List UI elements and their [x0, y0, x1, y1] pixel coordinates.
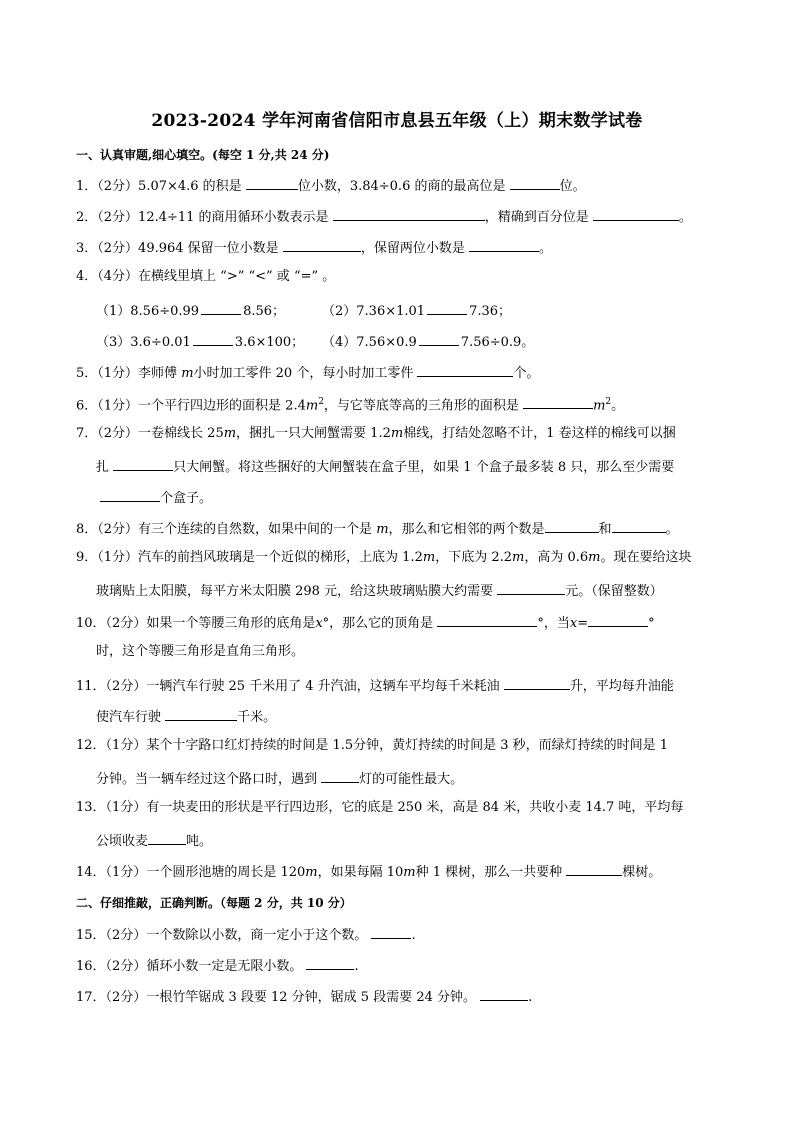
answer-blank[interactable] [545, 519, 599, 533]
question-text: 个。 [513, 366, 540, 381]
question-text: . [411, 928, 416, 943]
question-2 [76, 207, 692, 226]
exponent: 2 [605, 397, 612, 407]
answer-blank[interactable] [321, 769, 359, 783]
unit-m: m [593, 398, 606, 414]
question-11 [76, 676, 674, 695]
question-8 [76, 519, 679, 538]
question-text: 11．（2分）一辆汽车行驶 25 千米用了 4 升汽油，这辆车平均每千米耗油 [76, 679, 500, 694]
exam-title: 2023-2024 学年河南省信阳市息县五年级（上）期末数学试卷 [151, 111, 643, 131]
question-text: 4．（4分）在横线里填上 “>” “<” 或 “=” 。 [76, 269, 336, 284]
question-text: 。 [678, 210, 692, 225]
question-13-line-2 [96, 831, 212, 850]
question-text: ，保留两位小数是 [360, 241, 465, 256]
question-7-line-3 [100, 488, 212, 507]
question-9-line-2 [96, 581, 663, 600]
answer-blank[interactable] [510, 176, 560, 190]
question-text: 灯的可能性最大。 [359, 772, 464, 787]
question-4-part-3 [96, 332, 304, 351]
answer-blank[interactable] [566, 862, 622, 876]
question-text: 7.36； [469, 304, 512, 319]
question-12 [76, 738, 668, 754]
question-text: 6．（1分）一个平行四边形的面积是 2.4 [76, 398, 306, 414]
variable-m: m [181, 366, 194, 381]
question-text: 17．（2分）一根竹竿锯成 3 段要 12 分钟，锯成 5 段需要 24 分钟。 [76, 990, 476, 1005]
question-text: 3．（2分）49.964 保留一位小数是 [76, 241, 279, 256]
section-heading-fill: 一、认真审题,细心填空。(每空 1 分,共 24 分) [76, 148, 330, 162]
unit-m: m [390, 426, 404, 441]
answer-blank[interactable] [371, 925, 411, 939]
question-text: ° [648, 616, 655, 631]
question-11-line-2 [96, 707, 276, 726]
question-text: （1）8.56÷0.99 [96, 304, 200, 319]
question-text: 8.56； [243, 304, 286, 319]
unit-m: m [305, 398, 319, 414]
variable-m: m [376, 522, 389, 537]
answer-blank[interactable] [201, 301, 241, 315]
question-text: 。现在要给这块 [600, 550, 692, 565]
question-text: 。 [611, 398, 625, 414]
answer-blank[interactable] [113, 457, 173, 471]
question-text: °，当 [537, 616, 570, 631]
unit-m: m [588, 550, 601, 565]
question-text: 千米。 [237, 710, 277, 725]
question-4 [76, 269, 335, 285]
answer-blank[interactable] [497, 581, 565, 595]
question-text: 使汽车行驶 [96, 710, 162, 725]
answer-blank[interactable] [427, 301, 467, 315]
question-10-line-2 [96, 644, 304, 660]
question-text: ，与它等底等高的三角形的面积是 [323, 398, 519, 414]
question-4-part-4 [322, 332, 534, 351]
question-7 [76, 426, 676, 442]
answer-blank[interactable] [593, 207, 679, 221]
question-text: 扎 [96, 460, 110, 475]
question-text: 棵树。 [622, 865, 662, 880]
question-4-part-1 [96, 301, 285, 320]
answer-blank[interactable] [523, 395, 593, 409]
question-text: 时，这个等腰三角形是直角三角形。 [96, 644, 305, 659]
unit-m: m [223, 426, 237, 441]
question-text: ，如果每隔 10 [317, 865, 404, 880]
question-text: 7．（2分）一卷棉线长 25 [76, 426, 224, 441]
question-text: 12．（1分）某个十字路口红灯持续的时间是 1.5分钟，黄灯持续的时间是 3 秒，而绿灯持续的时间是 1 [76, 738, 669, 753]
answer-blank[interactable] [333, 207, 485, 221]
answer-blank[interactable] [306, 956, 354, 970]
question-text: 15．（2分）一个数除以小数，商一定小于这个数。 [76, 928, 368, 943]
question-12-line-2 [96, 769, 463, 788]
answer-blank[interactable] [246, 176, 298, 190]
answer-blank[interactable] [417, 363, 513, 377]
question-text: 吨。 [186, 834, 213, 849]
question-text: 10．（2分）如果一个等腰三角形的底角是 [76, 616, 316, 631]
answer-blank[interactable] [612, 519, 666, 533]
question-text: 元。（保留整数） [565, 584, 663, 599]
answer-blank[interactable] [193, 332, 233, 346]
question-text: 和 [598, 522, 612, 537]
answer-blank[interactable] [588, 613, 648, 627]
answer-blank[interactable] [480, 987, 528, 1001]
question-text: 个盒子。 [160, 491, 213, 506]
question-text: ，下底为 2.2 [435, 550, 512, 565]
question-3 [76, 238, 552, 257]
answer-blank[interactable] [469, 238, 539, 252]
question-text: 。 [538, 241, 552, 256]
question-text: 棉线，打结处忽略不计，1 卷这样的棉线可以捆 [403, 426, 676, 441]
question-text: . [528, 990, 533, 1005]
question-text: 分钟。当一辆车经过这个路口时，遇到 [96, 772, 318, 787]
answer-blank[interactable] [437, 613, 537, 627]
exponent: 2 [318, 397, 324, 407]
question-text: （4）7.56×0.9 [322, 335, 417, 350]
question-text: °，那么它的顶角是 [322, 616, 434, 631]
question-text: 公顷收麦 [96, 834, 149, 849]
question-7-line-2 [96, 457, 674, 476]
question-9 [76, 550, 691, 566]
answer-blank[interactable] [283, 238, 361, 252]
variable-x: x [569, 616, 578, 631]
answer-blank[interactable] [419, 332, 459, 346]
question-text: （3）3.6÷0.01 [96, 335, 191, 350]
question-text: . [354, 959, 359, 974]
question-text: 1．（2分）5.07×4.6 的积是 [76, 179, 242, 194]
question-text: ，捆扎一只大闸蟹需要 1.2 [236, 426, 391, 441]
question-text: = [577, 616, 589, 631]
question-6 [76, 394, 624, 414]
variable-x: x [315, 616, 323, 631]
question-16 [76, 956, 359, 975]
question-text: 13．（1分）有一块麦田的形状是平行四边形，它的底是 250 米，高是 84 米，共收小麦 14.7 吨，平均每 [76, 800, 684, 815]
question-text: ，高为 0.6 [524, 550, 589, 565]
question-text: 升，平均每升油能 [569, 679, 674, 694]
question-text: 位小数，3.84÷0.6 的商的最高位是 [297, 179, 506, 194]
question-text: 小时加工零件 20 个，每小时加工零件 [193, 366, 414, 381]
question-text: 16．（2分）循环小数一定是无限小数。 [76, 959, 303, 974]
answer-blank[interactable] [100, 488, 160, 502]
unit-m: m [512, 550, 525, 565]
unit-m: m [305, 865, 318, 880]
question-10 [76, 613, 655, 632]
question-text: 8．（2分）有三个连续的自然数，如果中间的一个是 [76, 522, 373, 537]
question-text: 位。 [559, 179, 586, 194]
question-text: 。 [665, 522, 679, 537]
question-text: 2．（2分）12.4÷11 的商用循环小数表示是 [76, 210, 329, 225]
question-text: 只大闸蟹。将这些捆好的大闸蟹装在盒子里，如果 1 个盒子最多装 8 只，那么至少需要 [173, 460, 675, 475]
question-4-part-2 [322, 301, 511, 320]
question-text: （2）7.36×1.01 [322, 304, 426, 319]
question-text: 5．（1分）李师傅 [76, 366, 178, 381]
question-14 [76, 862, 661, 881]
question-15 [76, 925, 416, 944]
answer-blank[interactable] [504, 676, 570, 690]
question-text: 9．（1分）汽车的前挡风玻璃是一个近似的梯形，上底为 1.2 [76, 550, 423, 565]
question-text: 种 1 棵树，那么一共要种 [415, 865, 563, 880]
answer-blank[interactable] [165, 707, 237, 721]
answer-blank[interactable] [148, 831, 186, 845]
question-5 [76, 363, 539, 382]
question-13 [76, 800, 683, 816]
question-text: 3.6×100； [234, 335, 305, 350]
unit-m: m [403, 865, 416, 880]
question-text: ，那么和它相邻的两个数是 [388, 522, 545, 537]
question-1 [76, 176, 586, 195]
question-text: 7.56÷0.9。 [460, 335, 535, 350]
section-heading-judge: 二、仔细推敲，正确判断。（每题 2 分，共 10 分） [76, 896, 352, 910]
question-text: 玻璃贴上太阳膜，每平方米太阳膜 298 元，给这块玻璃贴膜大约需要 [96, 584, 494, 599]
question-text: 14．（1分）一个圆形池塘的周长是 120 [76, 865, 306, 880]
unit-m: m [422, 550, 436, 565]
question-17 [76, 987, 532, 1006]
question-text: ，精确到百分位是 [484, 210, 589, 225]
